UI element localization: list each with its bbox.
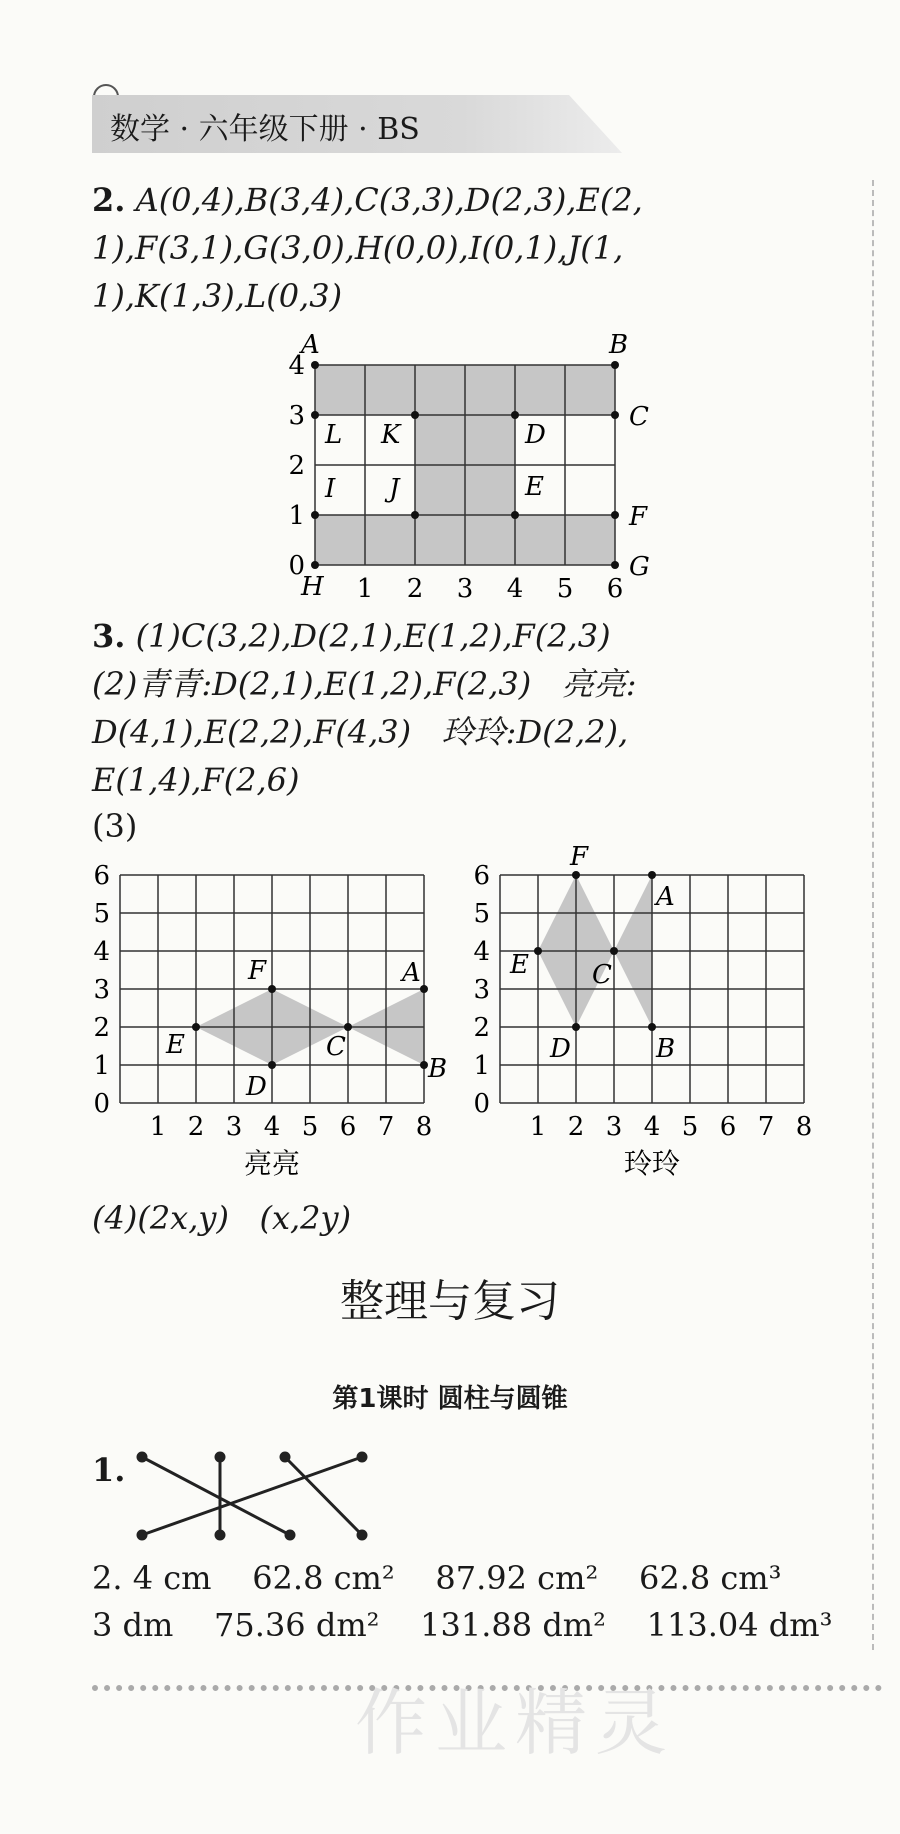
q3-line-3: D(4,1),E(2,2),F(4,3) 玲玲:D(2,2), xyxy=(92,713,629,751)
point-label-E: E xyxy=(525,472,544,502)
point-label-A: A xyxy=(301,330,320,360)
x-tick-label: 1 xyxy=(149,1112,167,1142)
liangliang-grid-figure xyxy=(85,858,448,1188)
point-label-I: I xyxy=(325,474,336,504)
y-tick-label: 3 xyxy=(288,401,305,431)
x-tick-label: 2 xyxy=(187,1112,205,1142)
y-tick-label: 1 xyxy=(288,501,305,531)
point-C xyxy=(344,1023,352,1031)
x-tick-label: 1 xyxy=(356,574,374,604)
point-C xyxy=(611,411,619,419)
x-tick-label: 3 xyxy=(605,1112,623,1142)
point-I xyxy=(311,511,319,519)
point-label-B: B xyxy=(428,1054,448,1084)
point-H xyxy=(311,561,319,569)
page-edge-border xyxy=(872,180,874,1650)
x-tick-label: 5 xyxy=(556,574,574,604)
point-label-E: E xyxy=(510,950,529,980)
point-label-C: C xyxy=(592,960,612,990)
x-tick-label: 3 xyxy=(225,1112,243,1142)
point-B xyxy=(648,1023,656,1031)
lingling-grid-figure xyxy=(470,842,830,1188)
review-q1-number: 1. xyxy=(92,1451,126,1489)
x-tick-label: 8 xyxy=(795,1112,813,1142)
q3-line-1: 3. (1)C(3,2),D(2,1),E(1,2),F(2,3) xyxy=(92,617,611,655)
review-q1-matching xyxy=(130,1445,390,1545)
review-q2-row-1: 2. 4 cm 62.8 cm² 87.92 cm² 62.8 cm³ xyxy=(92,1559,782,1597)
y-tick-label: 0 xyxy=(473,1089,490,1119)
point-label-F: F xyxy=(629,502,648,532)
point-label-D: D xyxy=(246,1072,267,1102)
q3-line-2: (2)青青:D(2,1),E(1,2),F(2,3) 亮亮: xyxy=(92,665,637,703)
point-label-B: B xyxy=(656,1034,676,1064)
y-tick-label: 6 xyxy=(473,861,490,891)
q3-line-5: (3) xyxy=(92,807,138,845)
x-tick-label: 6 xyxy=(719,1112,737,1142)
q2-grid-figure xyxy=(285,325,650,605)
x-tick-label: 7 xyxy=(757,1112,775,1142)
figure-caption: 亮亮 xyxy=(243,1147,301,1180)
point-C xyxy=(610,947,618,955)
x-tick-label: 2 xyxy=(406,574,424,604)
point-D xyxy=(572,1023,580,1031)
point-label-H: H xyxy=(301,572,324,602)
point-E xyxy=(192,1023,200,1031)
page-header-title: 数学 · 六年级下册 · BS xyxy=(110,112,420,147)
x-tick-label: 3 xyxy=(456,574,474,604)
point-label-D: D xyxy=(525,420,546,450)
point-label-J: J xyxy=(389,474,400,504)
watermark: 作业精灵 xyxy=(355,1681,676,1765)
x-tick-label: 5 xyxy=(681,1112,699,1142)
x-tick-label: 7 xyxy=(377,1112,395,1142)
y-tick-label: 5 xyxy=(93,899,110,929)
point-A xyxy=(648,871,656,879)
y-tick-label: 4 xyxy=(473,937,490,967)
point-L xyxy=(311,411,319,419)
q2-line-2: 1),F(3,1),G(3,0),H(0,0),I(0,1),J(1, xyxy=(92,229,624,267)
q2-line-3: 1),K(1,3),L(0,3) xyxy=(92,277,343,315)
point-label-F: F xyxy=(248,956,267,986)
point-D xyxy=(268,1061,276,1069)
x-tick-label: 4 xyxy=(506,574,524,604)
point-F xyxy=(268,985,276,993)
q3-line-4: E(1,4),F(2,6) xyxy=(92,761,300,799)
section-title: 整理与复习 xyxy=(340,1276,560,1327)
point-label-E: E xyxy=(166,1030,185,1060)
point-K xyxy=(411,411,419,419)
x-tick-label: 6 xyxy=(606,574,624,604)
y-tick-label: 0 xyxy=(93,1089,110,1119)
point-label-G: G xyxy=(629,552,650,582)
y-tick-label: 5 xyxy=(473,899,490,929)
point-J xyxy=(411,511,419,519)
y-tick-label: 2 xyxy=(288,451,305,481)
point-label-K: K xyxy=(381,420,401,450)
y-tick-label: 1 xyxy=(93,1051,110,1081)
point-label-C: C xyxy=(629,402,649,432)
point-E xyxy=(534,947,542,955)
x-tick-label: 8 xyxy=(415,1112,433,1142)
point-G xyxy=(611,561,619,569)
review-q2-row-2: 3 dm 75.36 dm² 131.88 dm² 113.04 dm³ xyxy=(92,1606,833,1644)
point-label-B: B xyxy=(609,330,629,360)
x-tick-label: 6 xyxy=(339,1112,357,1142)
point-B xyxy=(420,1061,428,1069)
x-tick-label: 1 xyxy=(529,1112,547,1142)
point-B xyxy=(611,361,619,369)
point-label-F: F xyxy=(570,842,589,872)
point-A xyxy=(420,985,428,993)
point-label-L: L xyxy=(325,420,343,450)
q3-line-6: (4)(2x,y) (x,2y) xyxy=(92,1199,352,1237)
y-tick-label: 6 xyxy=(93,861,110,891)
point-label-D: D xyxy=(550,1034,571,1064)
y-tick-label: 1 xyxy=(473,1051,490,1081)
point-label-A: A xyxy=(402,958,421,988)
y-tick-label: 3 xyxy=(473,975,490,1005)
point-D xyxy=(511,411,519,419)
y-tick-label: 4 xyxy=(288,351,305,381)
y-tick-label: 4 xyxy=(93,937,110,967)
point-label-C: C xyxy=(326,1032,346,1062)
point-label-A: A xyxy=(656,882,675,912)
x-tick-label: 4 xyxy=(263,1112,281,1142)
x-tick-label: 4 xyxy=(643,1112,661,1142)
x-tick-label: 2 xyxy=(567,1112,585,1142)
point-E xyxy=(511,511,519,519)
y-tick-label: 2 xyxy=(473,1013,490,1043)
y-tick-label: 3 xyxy=(93,975,110,1005)
lesson-title: 第1课时 圆柱与圆锥 xyxy=(332,1384,568,1414)
point-A xyxy=(311,361,319,369)
y-tick-label: 0 xyxy=(288,551,305,581)
point-F xyxy=(572,871,580,879)
y-tick-label: 2 xyxy=(93,1013,110,1043)
q2-line-1: 2. A(0,4),B(3,4),C(3,3),D(2,3),E(2, xyxy=(92,181,643,219)
point-F xyxy=(611,511,619,519)
figure-caption: 玲玲 xyxy=(623,1147,681,1180)
x-tick-label: 5 xyxy=(301,1112,319,1142)
